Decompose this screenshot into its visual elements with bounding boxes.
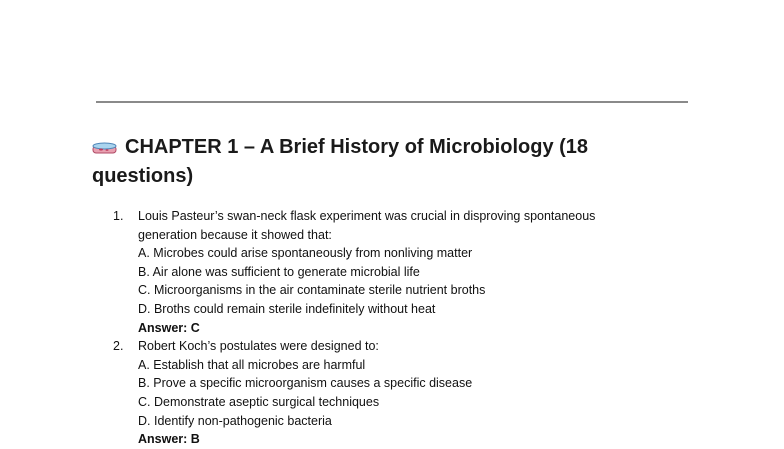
answer-option: D. Broths could remain sterile indefinitely without heat [138, 301, 436, 316]
answer-option: A. Establish that all microbes are harmful [138, 357, 366, 372]
answer-option: C. Demonstrate aseptic surgical techniques [138, 394, 380, 409]
question-stem: Robert Koch’s postulates were designed to: [138, 339, 379, 354]
answer-option: B. Air alone was sufficient to generate microbial life [138, 264, 420, 279]
question-item [109, 337, 658, 449]
petri-dish-icon [92, 134, 117, 147]
question-number: 1. [113, 209, 124, 223]
question-stem: generation because it showed that: [138, 227, 332, 242]
horizontal-rule [96, 101, 688, 103]
question-list [109, 207, 658, 449]
question-item [109, 207, 658, 337]
answer-option: B. Prove a specific microorganism causes a specific disease [138, 376, 473, 391]
chapter-heading [92, 133, 692, 191]
chapter-title-line2: questions) [92, 165, 194, 187]
question-number: 2. [113, 339, 124, 354]
answer-option: D. Identify non-pathogenic bacteria [138, 413, 332, 428]
answer-option: A. Microbes could arise spontaneously from nonliving matter [138, 246, 473, 261]
answer-option: C. Microorganisms in the air contaminate sterile nutrient broths [138, 283, 486, 298]
correct-answer: Answer: C [138, 320, 200, 335]
question-stem: Louis Pasteur’s swan-neck flask experiment was crucial in disproving spontaneous [138, 209, 596, 223]
chapter-title-line1: CHAPTER 1 – A Brief History of Microbiology (18 [125, 136, 589, 158]
correct-answer: Answer: B [138, 432, 200, 447]
